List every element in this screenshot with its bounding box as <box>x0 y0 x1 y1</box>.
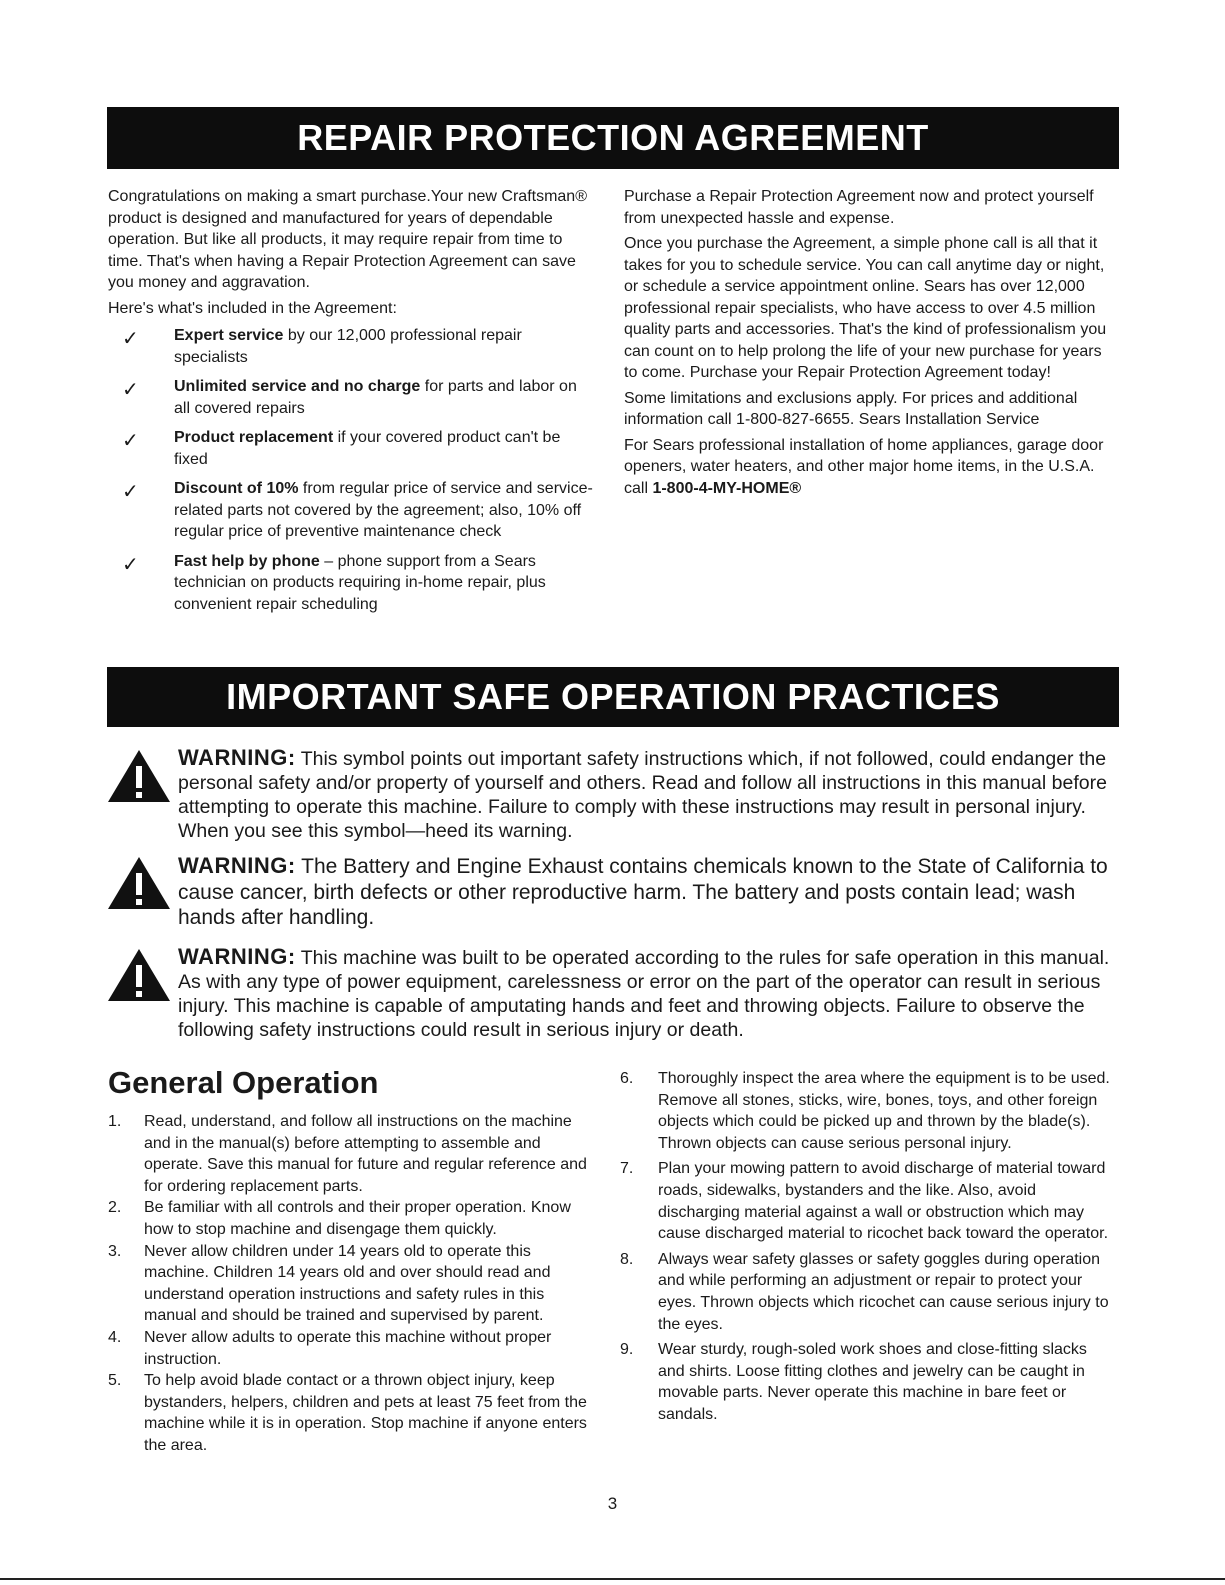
warning-label: WARNING: <box>178 853 296 878</box>
benefit-bold: Discount of 10% <box>174 480 299 497</box>
repair-paragraph: Once you purchase the Agreement, a simple phone call is all that it takes for you to schedule service. You can call anytime day or night, or schedule a service appointment online. Sears has over 12,000 professional repair specialists, who have access to over 4.5 million quality parts and accessories. That's the kind of professionalism you can count on to help prolong the life of your new purchase for years to come. Purchase your Repair Protection Agreement today! <box>624 235 1107 381</box>
checkmark-icon: ✓ <box>122 430 139 452</box>
general-operation-right <box>620 1068 1110 1430</box>
repair-protection-banner: REPAIR PROTECTION AGREEMENT <box>107 107 1119 169</box>
warning-body: The Battery and Engine Exhaust contains chemicals known to the State of California to cause cancer, birth defects or other reproductive harm. The battery and posts contain lead; wash hands after handling. <box>178 855 1108 929</box>
checkmark-icon: ✓ <box>122 553 139 576</box>
rule-number: 9. <box>620 1341 634 1359</box>
rule-item <box>108 1197 596 1240</box>
warning-label: WARNING: <box>178 745 296 770</box>
warning-text <box>178 945 1116 1042</box>
checkmark-icon: ✓ <box>122 328 139 350</box>
repair-left-column <box>108 186 593 623</box>
bottom-rule <box>0 1578 1225 1580</box>
page-number: 3 <box>607 1494 618 1513</box>
rule-number: 7. <box>620 1160 634 1178</box>
benefit-bold: Expert service <box>174 327 284 344</box>
warning-text <box>178 746 1116 843</box>
rule-number: 3. <box>108 1242 122 1260</box>
warning-body: This machine was built to be operated according to the rules for safe operation in this manual. As with any type of power equipment, carelessness or error on the part of the operator can result in serious injury. This machine is capable of amputating hands and feet and throwing objects. Failure to observe the following safety instructions could result in serious injury or death. <box>178 947 1110 1041</box>
benefit-bold: Unlimited service and no charge <box>174 378 421 395</box>
warning-body: This symbol points out important safety instructions which, if not followed, could endanger the personal safety and/or property of yourself and others. Read and follow all instructions in this manual before attempting to operate this machine. Failure to comply with these instructions may result in personal injury. When you see this symbol—heed its warning. <box>178 748 1107 842</box>
warning-label: WARNING: <box>178 944 296 969</box>
warning-block <box>106 945 1116 1042</box>
section-title: General Operation <box>108 1065 379 1100</box>
rule-number: 8. <box>620 1250 634 1268</box>
rule-text: Be familiar with all controls and their proper operation. Know how to stop machine and disengage them quickly. <box>144 1199 571 1238</box>
benefit-text: by our 12,000 professional repair specialists <box>174 327 522 366</box>
rule-item <box>620 1068 1110 1154</box>
rule-text: Read, understand, and follow all instructions on the machine and in the manual(s) before attempting to assemble and operate. Save this manual for future and regular reference and for ordering replacement parts. <box>144 1113 587 1195</box>
rule-item <box>620 1158 1110 1244</box>
repair-paragraph <box>624 435 1114 500</box>
rule-item <box>108 1327 596 1370</box>
repair-paragraph: Some limitations and exclusions apply. For prices and additional information call 1-800-827-6655. Sears Installation Service <box>624 389 1078 428</box>
rules-list <box>108 1111 596 1457</box>
benefit-item <box>108 478 593 543</box>
rule-number: 4. <box>108 1328 122 1346</box>
rule-item <box>108 1370 596 1456</box>
warning-triangle-icon <box>106 947 172 1003</box>
repair-lead: Here's what's included in the Agreement: <box>108 299 397 317</box>
rule-text: Never allow children under 14 years old to operate this machine. Children 14 years old and over should read and understand operation instructions and safety rules in this manual and should be trained and supervised by parent. <box>144 1242 551 1325</box>
rule-text: Thoroughly inspect the area where the equipment is to be used. Remove all stones, sticks, wire, bones, toys, and other foreign objects which could be picked up and thrown by the blade(s). Thrown objects can cause serious personal injury. <box>658 1070 1110 1152</box>
checkmark-icon: ✓ <box>122 379 139 401</box>
installation-phone: 1-800-4-MY-HOME® <box>652 479 802 497</box>
benefit-text: if your covered product can't be fixed <box>174 429 561 468</box>
rules-list <box>620 1068 1110 1426</box>
rule-item <box>108 1111 596 1197</box>
benefit-item <box>108 376 593 419</box>
benefit-text: for parts and labor on all covered repairs <box>174 378 577 417</box>
checkmark-icon: ✓ <box>122 481 139 503</box>
benefit-item <box>108 551 593 616</box>
rule-item <box>620 1339 1110 1425</box>
warning-text <box>178 853 1116 931</box>
installation-text: For Sears professional installation of home appliances, garage door openers, water heaters, and other major home items, in the U.S.A. call <box>624 436 1104 497</box>
benefit-text: – phone support from a Sears technician on products requiring in-home repair, plus convenient repair scheduling <box>174 552 546 613</box>
rule-text: Plan your mowing pattern to avoid discharge of material toward roads, sidewalks, bystanders and the like. Also, avoid discharging material against a wall or obstruction which may cause discharged material to ricochet back toward the operator. <box>658 1160 1109 1243</box>
benefit-text: from regular price of service and service-related parts not covered by the agreement; also, 10% off regular price of preventive maintenance check <box>174 480 593 540</box>
repair-intro: Congratulations on making a smart purchase.Your new Craftsman® product is designed and manufactured for years of dependable operation. But like all products, it may require repair from time to time. That's when having a Repair Protection Agreement can save you money and aggravation. <box>108 188 587 291</box>
rule-number: 1. <box>108 1113 122 1130</box>
benefit-list <box>108 325 593 615</box>
safe-operation-banner: IMPORTANT SAFE OPERATION PRACTICES <box>107 667 1119 727</box>
warning-triangle-icon <box>106 748 172 804</box>
benefit-item <box>108 427 593 470</box>
rule-number: 2. <box>108 1199 122 1217</box>
general-operation-left <box>108 1063 596 1457</box>
rule-text: Wear sturdy, rough-soled work shoes and close-fitting slacks and shirts. Loose fitting clothes and jewelry can be caught in movable parts. Never operate this machine in bare feet or sandals. <box>658 1341 1087 1423</box>
rule-number: 5. <box>108 1372 122 1390</box>
repair-paragraph: Purchase a Repair Protection Agreement now and protect yourself from unexpected hassle and expense. <box>624 188 1094 227</box>
rule-item <box>620 1249 1110 1335</box>
benefit-bold: Fast help by phone <box>174 552 320 570</box>
warning-triangle-icon <box>106 855 172 911</box>
warning-block <box>106 853 1116 931</box>
rule-text: Always wear safety glasses or safety goggles during operation and while performing an adjustment or repair to protect your eyes. Thrown objects which ricochet can cause serious injury to the eyes. <box>658 1250 1109 1333</box>
rule-item <box>108 1241 596 1327</box>
rule-text: Never allow adults to operate this machine without proper instruction. <box>144 1328 552 1368</box>
rule-number: 6. <box>620 1070 634 1087</box>
benefit-bold: Product replacement <box>174 429 334 446</box>
warning-block <box>106 746 1116 843</box>
repair-right-column <box>624 186 1114 503</box>
benefit-item <box>108 325 593 368</box>
rule-text: To help avoid blade contact or a thrown object injury, keep bystanders, helpers, children and pets at least 75 feet from the machine while it is in operation. Stop machine if anyone enters the area. <box>144 1372 587 1454</box>
